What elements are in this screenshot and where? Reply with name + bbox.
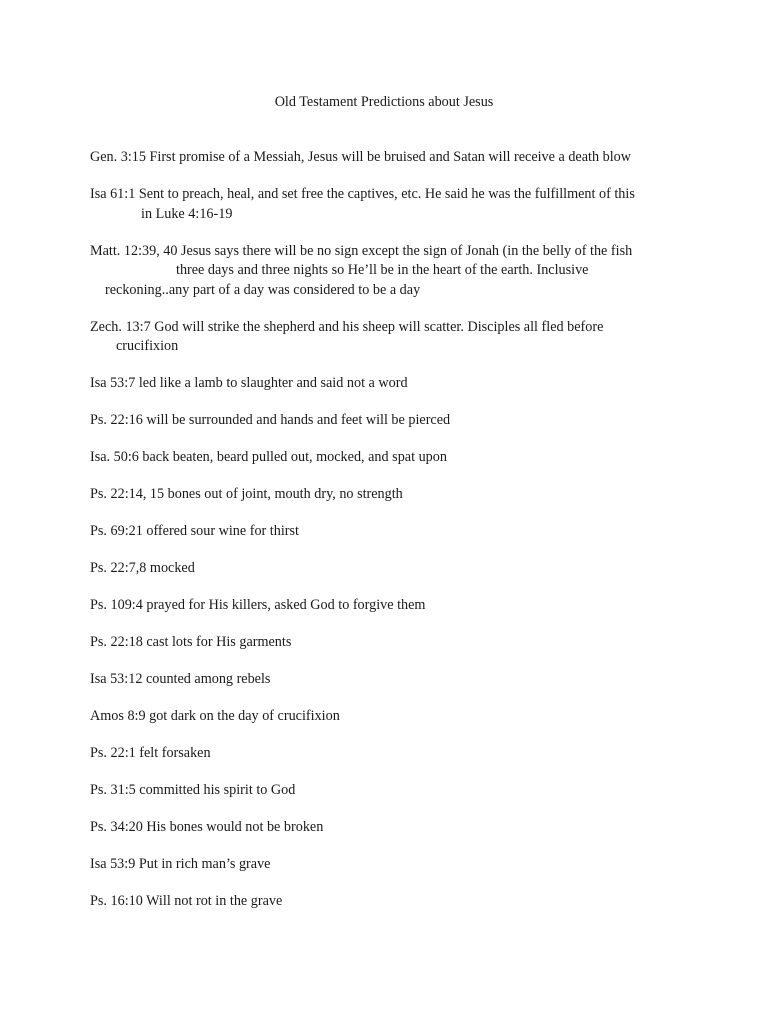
list-item — [90, 744, 750, 764]
entry-line: Ps. 22:18 cast lots for His garments — [90, 634, 292, 650]
entry-line: Isa 53:12 counted among rebels — [90, 671, 271, 687]
entry-line: Ps. 22:1 felt forsaken — [90, 745, 211, 761]
entry-line: in Luke 4:16-19 — [141, 205, 233, 222]
entry-line: Amos 8:9 got dark on the day of crucifixion — [90, 708, 340, 724]
entry-line: Ps. 22:16 will be surrounded and hands and feet will be pierced — [90, 412, 451, 428]
entry-line: Isa 53:9 Put in rich man’s grave — [90, 856, 271, 872]
entry-line: Ps. 16:10 Will not rot in the grave — [90, 893, 283, 909]
list-item — [90, 318, 750, 357]
list-item — [90, 670, 750, 690]
entry-line: Ps. 22:14, 15 bones out of joint, mouth dry, no strength — [90, 486, 403, 502]
list-item — [90, 242, 750, 301]
entry-line: Gen. 3:15 First promise of a Messiah, Jesus will be bruised and Satan will receive a death blow — [90, 149, 631, 165]
prediction-list — [90, 148, 750, 929]
entry-line: reckoning..any part of a day was considered to be a day — [105, 281, 421, 298]
list-item — [90, 522, 750, 542]
entry-line: Isa 61:1 Sent to preach, heal, and set free the captives, etc. He said he was the fulfillment of this — [90, 186, 635, 202]
list-item — [90, 781, 750, 801]
entry-line: crucifixion — [116, 338, 179, 354]
list-item — [90, 374, 750, 394]
entry-line: Ps. 34:20 His bones would not be broken — [90, 819, 324, 835]
list-item — [90, 148, 750, 168]
list-item — [90, 448, 750, 468]
entry-line: Ps. 31:5 committed his spirit to God — [90, 782, 296, 798]
list-item — [90, 707, 750, 727]
entry-line: Matt. 12:39, 40 Jesus says there will be no sign except the sign of Jonah (in the belly of the fish — [90, 242, 633, 259]
list-item — [90, 596, 750, 616]
entry-line: Zech. 13:7 God will strike the shepherd and his sheep will scatter. Disciples all fled before — [90, 318, 604, 335]
list-item — [90, 633, 750, 653]
list-item — [90, 818, 750, 838]
list-item — [90, 485, 750, 505]
entry-line: Isa 53:7 led like a lamb to slaughter and said not a word — [90, 375, 408, 391]
entry-line: three days and three nights so He’ll be in the heart of the earth. Inclusive — [176, 262, 589, 278]
entry-line: Isa. 50:6 back beaten, beard pulled out, mocked, and spat upon — [90, 449, 447, 465]
list-item — [90, 892, 750, 912]
entry-line: Ps. 22:7,8 mocked — [90, 560, 195, 576]
list-item — [90, 411, 750, 431]
document-title: Old Testament Predictions about Jesus — [274, 94, 494, 110]
list-item — [90, 559, 750, 579]
list-item — [90, 185, 750, 224]
entry-line: Ps. 69:21 offered sour wine for thirst — [90, 523, 299, 539]
entry-line: Ps. 109:4 prayed for His killers, asked God to forgive them — [90, 597, 426, 613]
list-item — [90, 855, 750, 875]
